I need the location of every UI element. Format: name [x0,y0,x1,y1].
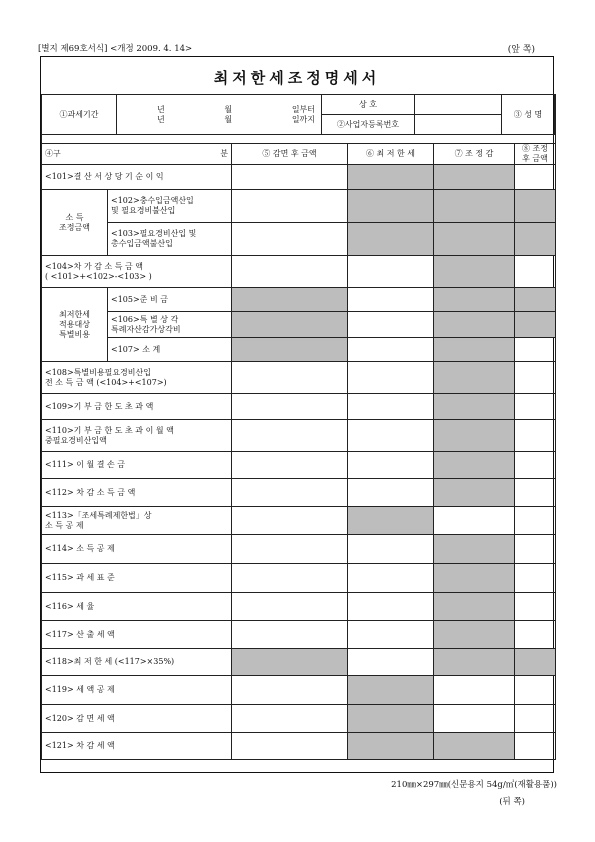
r105-minimum-tax[interactable] [348,288,434,312]
r116-after-adjustment[interactable] [515,593,556,621]
r104-adjustment [434,256,515,288]
r109-after-adjustment[interactable] [515,394,556,420]
r110-after-adjustment[interactable] [515,420,556,452]
table-row [42,733,556,760]
row-label-r106: <106>특 별 상 각 특례자산감가상각비 [108,312,232,338]
table-row [42,190,556,223]
r115-after-adjustment[interactable] [515,564,556,593]
r121-after-reduction[interactable] [232,733,348,760]
r121-after-adjustment[interactable] [515,733,556,760]
r114-after-adjustment[interactable] [515,535,556,564]
r112-after-adjustment[interactable] [515,479,556,507]
r119-adjustment[interactable] [434,676,515,705]
r113-after-reduction[interactable] [232,507,348,535]
r105-after-adjustment [515,288,556,312]
r103-after-reduction[interactable] [232,223,348,256]
r104-after-reduction[interactable] [232,256,348,288]
r117-minimum-tax[interactable] [348,621,434,649]
group-adjust: 소 득 조정금액 [42,190,108,256]
r105-adjustment [434,288,515,312]
row-label-r118: <118>최 저 한 세 (<117>×35%) [42,649,232,676]
table-row [42,165,556,190]
r102-minimum-tax [348,190,434,223]
table-row [42,223,556,256]
r102-after-reduction[interactable] [232,190,348,223]
row-label-r114: <114> 소 득 공 제 [42,535,232,564]
r108-minimum-tax[interactable] [348,362,434,394]
row-label-r108: <108>특별비용필요경비산입 전 소 득 금 액 (<104>+<107>) [42,362,232,394]
col-gubun-tail: 분 [220,149,228,158]
r108-adjustment [434,362,515,394]
r103-minimum-tax [348,223,434,256]
form-frame [40,56,554,773]
r107-after-reduction [232,338,348,362]
row-label-r105: <105>준 비 금 [108,288,232,312]
table-row [42,312,556,338]
r119-after-reduction[interactable] [232,676,348,705]
table-row [42,338,556,362]
r114-adjustment [434,535,515,564]
r106-after-adjustment [515,312,556,338]
table-row [42,479,556,507]
r111-after-adjustment[interactable] [515,452,556,479]
from-year: 년 [157,104,165,114]
to-year: 년 [157,114,165,124]
r120-minimum-tax [348,705,434,733]
r119-minimum-tax [348,676,434,705]
table-row [42,362,556,394]
row-label-r121: <121> 차 감 세 액 [42,733,232,760]
row-label-r103: <103>필요경비산입 및 총수입금액불산입 [108,223,232,256]
row-label-r113: <113>「조세특례제한법」상 소 득 공 제 [42,507,232,535]
company-field[interactable] [415,95,501,115]
r113-after-adjustment[interactable] [515,507,556,535]
col-after-adjustment: ⑧ 조정 후 금액 [515,144,556,165]
r104-after-adjustment[interactable] [515,256,556,288]
r121-minimum-tax [348,733,434,760]
table-row [42,535,556,564]
period-dates[interactable] [117,95,322,134]
from-month: 월 [224,104,233,114]
row-label-r115: <115> 과 세 표 준 [42,564,232,593]
col-gubun: ④구 [45,149,61,158]
to-month: 월 [224,114,233,124]
row-label-r117: <117> 산 출 세 액 [42,621,232,649]
r106-minimum-tax[interactable] [348,312,434,338]
r120-after-reduction[interactable] [232,705,348,733]
row-label-r109: <109>기 부 금 한 도 초 과 액 [42,394,232,420]
r116-adjustment [434,593,515,621]
r120-after-adjustment[interactable] [515,705,556,733]
group-min_tax: 최저한세 적용대상 특별비용 [42,288,108,362]
r121-adjustment [434,733,515,760]
row-label-r107: <107> 소 계 [108,338,232,362]
table-row [42,593,556,621]
r102-adjustment [434,190,515,223]
col-adjustment: ⑦ 조 정 감 [434,144,515,165]
form-number: [별지 제69호서식] <개정 2009. 4. 14> [38,44,193,54]
r112-adjustment [434,479,515,507]
r106-after-reduction [232,312,348,338]
r104-minimum-tax[interactable] [348,256,434,288]
row-label-r101: <101>결 산 서 상 당 기 순 이 익 [42,165,232,190]
r117-after-reduction[interactable] [232,621,348,649]
r101-after-reduction[interactable] [232,165,348,190]
r118-after-adjustment [515,649,556,676]
r112-after-reduction[interactable] [232,479,348,507]
r101-minimum-tax [348,165,434,190]
r117-adjustment [434,621,515,649]
r101-after-adjustment[interactable] [515,165,556,190]
to-day: 일까지 [291,114,315,124]
row-label-r120: <120> 감 면 세 액 [42,705,232,733]
r109-after-reduction[interactable] [232,394,348,420]
r117-after-adjustment[interactable] [515,621,556,649]
col-minimum-tax: ⑥ 최 저 한 세 [348,144,434,165]
row-label-r111: <111> 이 월 결 손 금 [42,452,232,479]
table-row [42,256,556,288]
table-row [42,564,556,593]
biz-no-label: ②사업자등록번호 [336,119,400,129]
r110-after-reduction[interactable] [232,420,348,452]
r115-after-reduction[interactable] [232,564,348,593]
r108-after-adjustment[interactable] [515,362,556,394]
r110-adjustment [434,420,515,452]
table-row [42,676,556,705]
table-row [42,394,556,420]
page-side-front: (앞 쪽) [507,45,535,55]
table-row [42,649,556,676]
form-table [41,94,556,760]
r118-adjustment [434,649,515,676]
r111-minimum-tax[interactable] [348,452,434,479]
info-block [42,95,555,134]
r107-adjustment [434,338,515,362]
table-row [42,452,556,479]
from-day: 일부터 [291,104,315,114]
page-side-back: (뒤 쪽) [499,797,525,807]
row-label-r110: <110>기 부 금 한 도 초 과 이 월 액 중필요경비산입액 [42,420,232,452]
r110-minimum-tax[interactable] [348,420,434,452]
name-label: ③ 성 명 [502,95,555,134]
r105-after-reduction [232,288,348,312]
table-row [42,507,556,535]
r111-after-reduction[interactable] [232,452,348,479]
r115-adjustment [434,564,515,593]
r119-after-adjustment[interactable] [515,676,556,705]
r106-adjustment [434,312,515,338]
r109-adjustment [434,394,515,420]
r118-after-reduction [232,649,348,676]
form-title: 최저한세조정명세서 [213,69,381,87]
r112-minimum-tax[interactable] [348,479,434,507]
col-after-reduction: ⑤ 감면 후 금액 [232,144,348,165]
r103-after-adjustment [515,223,556,256]
row-label-r119: <119> 세 액 공 제 [42,676,232,705]
r116-minimum-tax[interactable] [348,593,434,621]
r109-minimum-tax[interactable] [348,394,434,420]
table-row [42,621,556,649]
row-label-r112: <112> 차 감 소 득 금 액 [42,479,232,507]
r120-adjustment[interactable] [434,705,515,733]
r102-after-adjustment [515,190,556,223]
table-row [42,705,556,733]
r118-minimum-tax[interactable] [348,649,434,676]
row-label-r116: <116> 세 율 [42,593,232,621]
r108-after-reduction[interactable] [232,362,348,394]
table-row [42,288,556,312]
biz-no-field[interactable] [415,115,501,134]
r114-after-reduction[interactable] [232,535,348,564]
r111-adjustment [434,452,515,479]
period-label: ①과세기간 [42,95,117,134]
table-row [42,420,556,452]
r116-after-reduction[interactable] [232,593,348,621]
r113-adjustment[interactable] [434,507,515,535]
r114-minimum-tax[interactable] [348,535,434,564]
r113-minimum-tax [348,507,434,535]
r103-adjustment [434,223,515,256]
r107-minimum-tax[interactable] [348,338,434,362]
row-label-r102: <102>충수입금액산입 및 필요경비불산입 [108,190,232,223]
r101-adjustment [434,165,515,190]
row-label-r104: <104>차 가 감 소 득 금 액 ( <101>+<102>-<103> ) [42,256,232,288]
company-label: 상 호 [322,95,414,115]
paper-size: 210㎜×297㎜(신문용지 54g/㎡(재활용품)) [391,780,557,790]
r115-minimum-tax[interactable] [348,564,434,593]
r107-after-adjustment[interactable] [515,338,556,362]
